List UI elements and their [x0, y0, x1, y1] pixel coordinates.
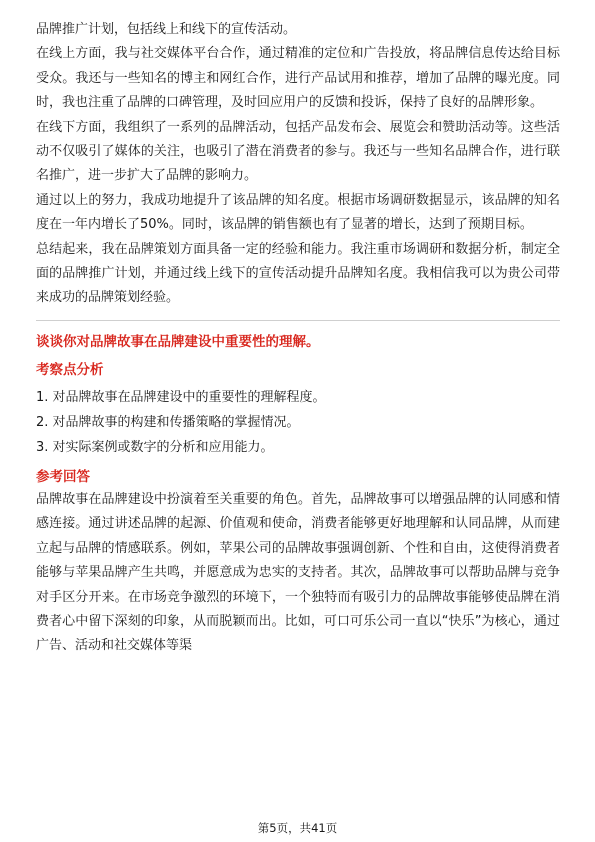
- intro-paragraph: 总结起来，我在品牌策划方面具备一定的经验和能力。我注重市场调研和数据分析，制定全面的品牌推广计划，并通过线上线下的宣传活动提升品牌知名度。我相信我可以为贵公司带来成功的品牌策划经验。: [36, 241, 560, 306]
- answer-paragraph: 品牌故事在品牌建设中扮演着至关重要的角色。首先，品牌故事可以增强品牌的认同感和情感连接。通过讲述品牌的起源、价值观和使命，消费者能够更好地理解和认同品牌，从而建立起与品牌的情感联系。例如，苹果公司的品牌故事强调创新、个性和自由，这使得消费者能够与苹果品牌产生共鸣，并愿意成为忠实的支持者。其次，品牌故事可以帮助品牌与竞争对手区分开来。在市场竞争激烈的环境下，一个独特而有吸引力的品牌故事能够使品牌在消费者心中留下深刻的印象，从而脱颖而出。比如，可口可乐公司一直以“快乐”为核心，通过广告、活动和社交媒体等渠: [36, 491, 560, 654]
- analysis-list: [36, 385, 560, 460]
- analysis-heading: 考察点分析: [36, 361, 104, 378]
- page-content: [36, 18, 560, 659]
- intro-paragraph: 通过以上的努力，我成功地提升了该品牌的知名度。根据市场调研数据显示，该品牌的知名度在一年内增长了50%。同时，该品牌的销售额也有了显著的增长，达到了预期目标。: [36, 192, 560, 233]
- intro-paragraph: 在线上方面，我与社交媒体平台合作，通过精准的定位和广告投放，将品牌信息传达给目标受众。我还与一些知名的博主和网红合作，进行产品试用和推荐，增加了品牌的曝光度。同时，我也注重了品牌的口碑管理，及时回应用户的反馈和投诉，保持了良好的品牌形象。: [36, 46, 560, 111]
- answer-heading: 参考回答: [36, 468, 90, 485]
- list-item: 1. 对品牌故事在品牌建设中的重要性的理解程度。: [36, 389, 326, 405]
- list-item: 2. 对品牌故事的构建和传播策略的掌握情况。: [36, 414, 300, 430]
- page-number: 第5页，共41页: [257, 821, 338, 835]
- list-item: 3. 对实际案例或数字的分析和应用能力。: [36, 439, 274, 455]
- intro-section: [36, 18, 560, 311]
- section-divider: [36, 320, 560, 321]
- intro-paragraph: 在线下方面，我组织了一系列的品牌活动，包括产品发布会、展览会和赞助活动等。这些活动不仅吸引了媒体的关注，也吸引了潜在消费者的参与。我还与一些知名品牌合作，进行联名推广，进一步扩大了品牌的影响力。: [36, 119, 560, 184]
- question-title: 谈谈你对品牌故事在品牌建设中重要性的理解。: [36, 333, 320, 350]
- intro-paragraph: 品牌推广计划，包括线上和线下的宣传活动。: [36, 22, 297, 37]
